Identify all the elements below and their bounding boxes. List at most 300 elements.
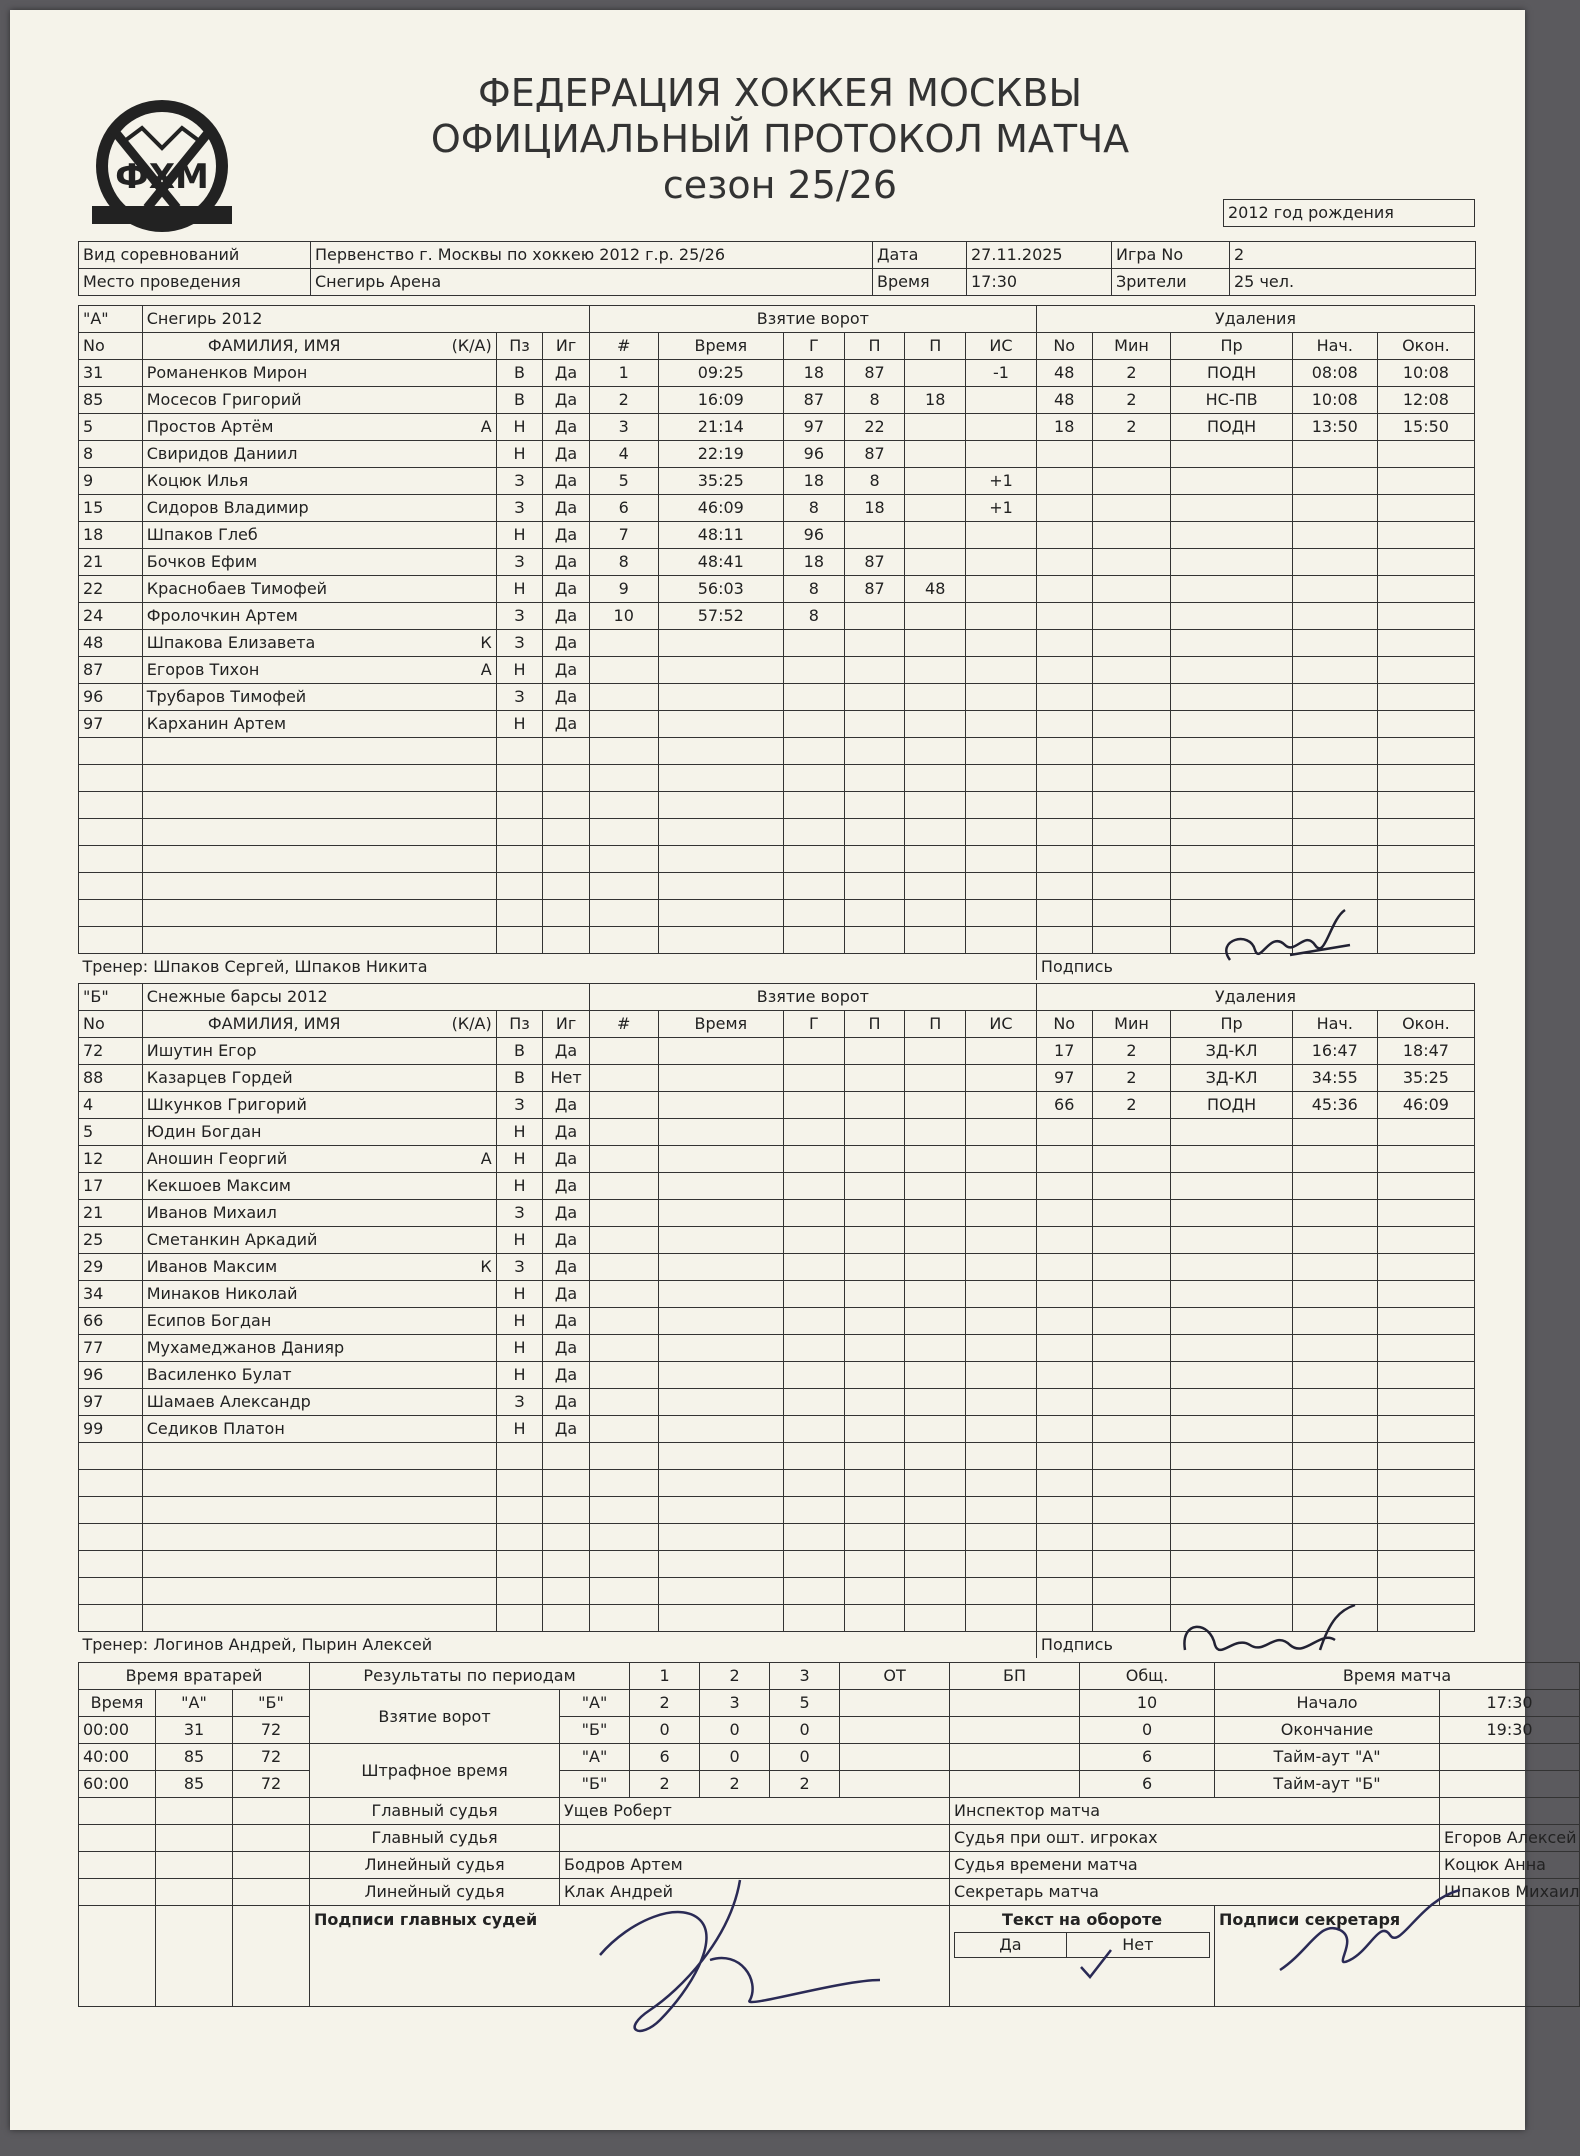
player-name-cell (142, 1389, 496, 1416)
player-row (79, 1416, 1475, 1443)
penalty-end (1377, 1173, 1474, 1200)
goal-time: 35:25 (658, 468, 783, 495)
goal-is (966, 846, 1037, 873)
player-name: Трубаров Тимофей (146, 687, 307, 706)
signature-label: Подпись (1036, 954, 1474, 981)
penalty-player (1036, 522, 1092, 549)
goal-number (589, 1146, 658, 1173)
player-name: Ишутин Егор (146, 1041, 257, 1060)
penalty-end (1377, 1200, 1474, 1227)
goal-assist-1 (844, 1227, 905, 1254)
penalty-player (1036, 873, 1092, 900)
goal-assist-2 (905, 1119, 966, 1146)
goal-scorer: 96 (784, 522, 845, 549)
col-pen-min: Мин (1092, 1011, 1171, 1038)
player-row (79, 603, 1475, 630)
player-position: З (496, 549, 543, 576)
player-number (79, 1605, 143, 1632)
goals-b-value: 0 (770, 1717, 840, 1744)
goal-number: 7 (589, 522, 658, 549)
player-name: Василенко Булат (146, 1365, 292, 1384)
player-played: Да (543, 522, 590, 549)
player-position: Н (496, 1146, 543, 1173)
penalty-reason (1171, 1524, 1292, 1551)
goal-assist-1 (844, 1038, 905, 1065)
col-name (142, 1011, 496, 1038)
penalty-minutes (1092, 1227, 1171, 1254)
player-row (79, 1254, 1475, 1281)
team-name: Снежные барсы 2012 (142, 984, 589, 1011)
penalty-end (1377, 1146, 1474, 1173)
penalty-start: 34:55 (1292, 1065, 1377, 1092)
col-no: No (79, 333, 143, 360)
player-row (79, 1335, 1475, 1362)
goal-time (658, 1227, 783, 1254)
goal-time (658, 1551, 783, 1578)
goal-number (589, 1416, 658, 1443)
goal-time (658, 1416, 783, 1443)
game-label: Игра No (1112, 242, 1230, 269)
penalty-reason (1171, 684, 1292, 711)
player-name-cell (142, 1281, 496, 1308)
player-played: Да (543, 549, 590, 576)
penalty-minutes (1092, 441, 1171, 468)
player-number: 66 (79, 1308, 143, 1335)
goal-time (658, 1281, 783, 1308)
player-name-cell (142, 414, 496, 441)
pim-a-value (950, 1744, 1080, 1771)
goal-assist-2 (905, 1308, 966, 1335)
shootout-label: БП (950, 1663, 1080, 1690)
empty-cell (233, 1852, 310, 1879)
goals-a-value: 10 (1080, 1690, 1215, 1717)
player-name: Романенков Мирон (146, 363, 308, 382)
coach-a-signature (1210, 900, 1360, 980)
player-number (79, 819, 143, 846)
player-row (79, 765, 1475, 792)
referee-signature (590, 1860, 890, 2050)
player-number: 24 (79, 603, 143, 630)
col-assist-1: П (844, 1011, 905, 1038)
penalty-player (1036, 711, 1092, 738)
official-name (1440, 1798, 1580, 1825)
penalty-start (1292, 441, 1377, 468)
player-name-cell (142, 441, 496, 468)
penalty-end (1377, 441, 1474, 468)
player-name-cell (142, 1038, 496, 1065)
player-played (543, 846, 590, 873)
goal-is (966, 1173, 1037, 1200)
col-pen-no: No (1036, 333, 1092, 360)
goal-assist-1 (844, 1497, 905, 1524)
penalty-start (1292, 1146, 1377, 1173)
goalie-a-value: 85 (156, 1771, 233, 1798)
goal-assist-2 (905, 522, 966, 549)
goal-scorer (784, 1362, 845, 1389)
penalty-reason (1171, 1470, 1292, 1497)
goal-assist-2 (905, 765, 966, 792)
goal-scorer (784, 1389, 845, 1416)
goal-assist-2 (905, 684, 966, 711)
player-number (79, 1497, 143, 1524)
goal-is (966, 1551, 1037, 1578)
goal-assist-2 (905, 1200, 966, 1227)
officials-row (79, 1798, 1580, 1825)
player-number (79, 900, 143, 927)
player-name-cell (142, 819, 496, 846)
player-name-cell (142, 1119, 496, 1146)
goal-assist-2 (905, 549, 966, 576)
player-position: Н (496, 1335, 543, 1362)
penalty-minutes (1092, 1524, 1171, 1551)
penalty-minutes (1092, 1497, 1171, 1524)
player-row (79, 1146, 1475, 1173)
goal-assist-2 (905, 1065, 966, 1092)
game-value: 2 (1230, 242, 1476, 269)
goal-assist-1 (844, 1578, 905, 1605)
player-played (543, 819, 590, 846)
player-row (79, 657, 1475, 684)
goals-title: Взятие ворот (589, 984, 1036, 1011)
goalie-b-value: 72 (233, 1717, 310, 1744)
goal-scorer (784, 1200, 845, 1227)
goal-number (589, 1335, 658, 1362)
goal-number: 9 (589, 576, 658, 603)
penalty-reason (1171, 792, 1292, 819)
penalty-start (1292, 738, 1377, 765)
goal-scorer (784, 819, 845, 846)
player-name-cell (142, 603, 496, 630)
goal-number (589, 792, 658, 819)
goal-assist-2 (905, 1416, 966, 1443)
penalty-player (1036, 1281, 1092, 1308)
player-position (496, 792, 543, 819)
team-a-table (78, 305, 1475, 980)
goal-scorer (784, 1578, 845, 1605)
penalty-end (1377, 495, 1474, 522)
penalty-reason (1171, 1497, 1292, 1524)
goal-is (966, 1389, 1037, 1416)
penalty-end (1377, 873, 1474, 900)
goal-assist-2 (905, 1227, 966, 1254)
player-row (79, 1551, 1475, 1578)
penalty-minutes (1092, 495, 1171, 522)
goalie-time-value: 60:00 (79, 1771, 156, 1798)
goalie-time-value: 40:00 (79, 1744, 156, 1771)
coach-b-signature (1170, 1600, 1370, 1670)
empty-cell (233, 1879, 310, 1906)
penalty-player (1036, 1443, 1092, 1470)
goal-number (589, 900, 658, 927)
player-row (79, 1308, 1475, 1335)
goal-assist-2 (905, 711, 966, 738)
secretary-signatures-label: Подписи секретаря (1219, 1910, 1401, 1929)
penalty-player (1036, 468, 1092, 495)
team-tag: "А" (79, 306, 143, 333)
penalty-player (1036, 1605, 1092, 1632)
player-name: Есипов Богдан (146, 1311, 272, 1330)
penalty-player (1036, 1416, 1092, 1443)
pim-b-value: 2 (700, 1771, 770, 1798)
penalty-minutes: 2 (1092, 414, 1171, 441)
player-name: Сидоров Владимир (146, 498, 309, 517)
penalty-reason (1171, 468, 1292, 495)
col-goal-scorer: Г (784, 1011, 845, 1038)
goal-assist-2 (905, 1173, 966, 1200)
goal-number: 2 (589, 387, 658, 414)
penalty-end (1377, 657, 1474, 684)
penalties-title: Удаления (1036, 984, 1474, 1011)
penalty-end (1377, 1227, 1474, 1254)
goal-assist-1: 87 (844, 549, 905, 576)
player-played: Да (543, 603, 590, 630)
goal-assist-1 (844, 1254, 905, 1281)
goal-is (966, 1227, 1037, 1254)
player-played: Да (543, 1308, 590, 1335)
official-name: Бодров Артем (560, 1852, 950, 1879)
goal-assist-1 (844, 1335, 905, 1362)
goal-is (966, 549, 1037, 576)
goal-is (966, 657, 1037, 684)
penalty-end (1377, 1524, 1474, 1551)
penalty-player (1036, 630, 1092, 657)
player-name: Простов Артём (146, 417, 274, 436)
goal-assist-1 (844, 1605, 905, 1632)
penalty-player (1036, 603, 1092, 630)
goal-assist-1 (844, 1362, 905, 1389)
goal-assist-1 (844, 1470, 905, 1497)
penalty-minutes (1092, 1605, 1171, 1632)
col-goal-num: # (589, 1011, 658, 1038)
player-played: Да (543, 495, 590, 522)
goal-time (658, 1146, 783, 1173)
penalty-start (1292, 1254, 1377, 1281)
penalty-reason (1171, 711, 1292, 738)
goal-assist-1 (844, 738, 905, 765)
player-played: Да (543, 711, 590, 738)
player-position (496, 1497, 543, 1524)
goal-is (966, 603, 1037, 630)
player-played: Да (543, 576, 590, 603)
goal-assist-2 (905, 360, 966, 387)
penalty-end (1377, 1551, 1474, 1578)
goal-number: 8 (589, 549, 658, 576)
penalty-end (1377, 738, 1474, 765)
goal-time (658, 1254, 783, 1281)
player-position: Н (496, 1281, 543, 1308)
goal-assist-2 (905, 1443, 966, 1470)
goal-time (658, 684, 783, 711)
player-name-cell (142, 1308, 496, 1335)
player-number (79, 1551, 143, 1578)
player-role: А (480, 660, 492, 679)
goal-scorer (784, 1254, 845, 1281)
player-position: В (496, 360, 543, 387)
player-name-cell (142, 360, 496, 387)
goal-assist-1: 87 (844, 576, 905, 603)
penalty-start (1292, 1173, 1377, 1200)
penalty-start: 45:36 (1292, 1092, 1377, 1119)
player-position: Н (496, 414, 543, 441)
player-name: Сметанкин Аркадий (146, 1230, 318, 1249)
penalty-start (1292, 1281, 1377, 1308)
goal-time (658, 819, 783, 846)
player-number: 48 (79, 630, 143, 657)
goal-assist-2 (905, 1389, 966, 1416)
penalty-end (1377, 1254, 1474, 1281)
team-header-row (79, 306, 1475, 333)
player-row (79, 1092, 1475, 1119)
pim-a-value: 6 (630, 1744, 700, 1771)
player-played: Да (543, 684, 590, 711)
penalty-player (1036, 765, 1092, 792)
goal-scorer (784, 1416, 845, 1443)
penalty-end (1377, 765, 1474, 792)
goal-number (589, 1092, 658, 1119)
penalty-minutes (1092, 1335, 1171, 1362)
player-position: З (496, 603, 543, 630)
player-number: 22 (79, 576, 143, 603)
goalie-b-value: 72 (233, 1744, 310, 1771)
col-assist-2: П (905, 333, 966, 360)
penalty-reason (1171, 1416, 1292, 1443)
goal-is (966, 1335, 1037, 1362)
penalty-player: 17 (1036, 1038, 1092, 1065)
penalty-reason (1171, 738, 1292, 765)
penalty-start (1292, 1551, 1377, 1578)
goal-scorer (784, 1119, 845, 1146)
goal-is (966, 1254, 1037, 1281)
goal-is: +1 (966, 495, 1037, 522)
team-tag: "Б" (79, 984, 143, 1011)
player-number: 96 (79, 684, 143, 711)
goal-assist-1 (844, 873, 905, 900)
empty-cell (156, 1825, 233, 1852)
player-position: Н (496, 1173, 543, 1200)
goal-number: 4 (589, 441, 658, 468)
player-row (79, 1281, 1475, 1308)
player-number: 97 (79, 711, 143, 738)
goal-time (658, 1038, 783, 1065)
player-number: 72 (79, 1038, 143, 1065)
penalty-reason (1171, 1146, 1292, 1173)
player-number: 88 (79, 1065, 143, 1092)
goal-assist-1 (844, 1416, 905, 1443)
player-name-cell (142, 900, 496, 927)
player-played: Да (543, 360, 590, 387)
player-played (543, 765, 590, 792)
timeout-b-label: Тайм-аут "Б" (1215, 1771, 1440, 1798)
team-b-table (78, 983, 1475, 1658)
official-label: Судья времени матча (950, 1852, 1440, 1879)
col-pen-start: Нач. (1292, 333, 1377, 360)
goal-assist-2 (905, 495, 966, 522)
player-name: Шамаев Александр (146, 1392, 311, 1411)
goal-number (589, 1173, 658, 1200)
penalty-start (1292, 873, 1377, 900)
pim-a-value: 0 (700, 1744, 770, 1771)
goal-assist-1 (844, 1443, 905, 1470)
player-position: З (496, 1200, 543, 1227)
goal-number (589, 711, 658, 738)
penalty-start (1292, 603, 1377, 630)
penalty-minutes (1092, 1200, 1171, 1227)
penalty-reason (1171, 603, 1292, 630)
col-goal-time: Время (658, 333, 783, 360)
goal-is (966, 1281, 1037, 1308)
penalty-end (1377, 603, 1474, 630)
goal-is (966, 1065, 1037, 1092)
penalty-reason: ЗД-КЛ (1171, 1065, 1292, 1092)
check-mark-icon (1076, 1945, 1116, 1985)
player-name-cell (142, 873, 496, 900)
player-name: Фролочкин Артем (146, 606, 298, 625)
col-goal-scorer: Г (784, 333, 845, 360)
penalty-end (1377, 1389, 1474, 1416)
penalty-minutes (1092, 1281, 1171, 1308)
penalty-minutes (1092, 522, 1171, 549)
player-row (79, 1497, 1475, 1524)
official-label: Линейный судья (310, 1852, 560, 1879)
goal-is (966, 900, 1037, 927)
player-name-cell (142, 1146, 496, 1173)
official-name: Ущев Роберт (560, 1798, 950, 1825)
penalty-player (1036, 1524, 1092, 1551)
penalty-player: 48 (1036, 387, 1092, 414)
player-row (79, 468, 1475, 495)
penalty-player (1036, 1227, 1092, 1254)
goal-time (658, 1605, 783, 1632)
goal-time (658, 900, 783, 927)
penalty-reason: ЗД-КЛ (1171, 1038, 1292, 1065)
penalty-minutes (1092, 630, 1171, 657)
goal-assist-1 (844, 846, 905, 873)
goal-scorer (784, 1281, 845, 1308)
player-played (543, 1470, 590, 1497)
player-number: 21 (79, 549, 143, 576)
empty-cell (79, 1906, 156, 2007)
player-name-cell (142, 495, 496, 522)
goal-number (589, 1065, 658, 1092)
goal-assist-2 (905, 414, 966, 441)
penalty-reason (1171, 765, 1292, 792)
goal-is (966, 1146, 1037, 1173)
penalty-minutes (1092, 873, 1171, 900)
penalty-start (1292, 819, 1377, 846)
penalty-start (1292, 846, 1377, 873)
player-row (79, 414, 1475, 441)
player-name-cell (142, 1200, 496, 1227)
empty-cell (156, 1798, 233, 1825)
penalty-reason (1171, 1443, 1292, 1470)
player-row (79, 684, 1475, 711)
goal-assist-1: 87 (844, 360, 905, 387)
player-name-cell (142, 927, 496, 954)
goal-number (589, 1308, 658, 1335)
goal-time (658, 792, 783, 819)
empty-cell (79, 1879, 156, 1906)
player-name: Иванов Максим (146, 1257, 278, 1276)
penalty-player (1036, 1254, 1092, 1281)
goal-scorer: 87 (784, 387, 845, 414)
official-label: Судья при ошт. игроках (950, 1825, 1440, 1852)
player-number: 5 (79, 1119, 143, 1146)
goals-b-value: 0 (700, 1717, 770, 1744)
penalty-start (1292, 1416, 1377, 1443)
goal-assist-2 (905, 1362, 966, 1389)
goals-b-value (950, 1717, 1080, 1744)
player-name-cell (142, 1416, 496, 1443)
